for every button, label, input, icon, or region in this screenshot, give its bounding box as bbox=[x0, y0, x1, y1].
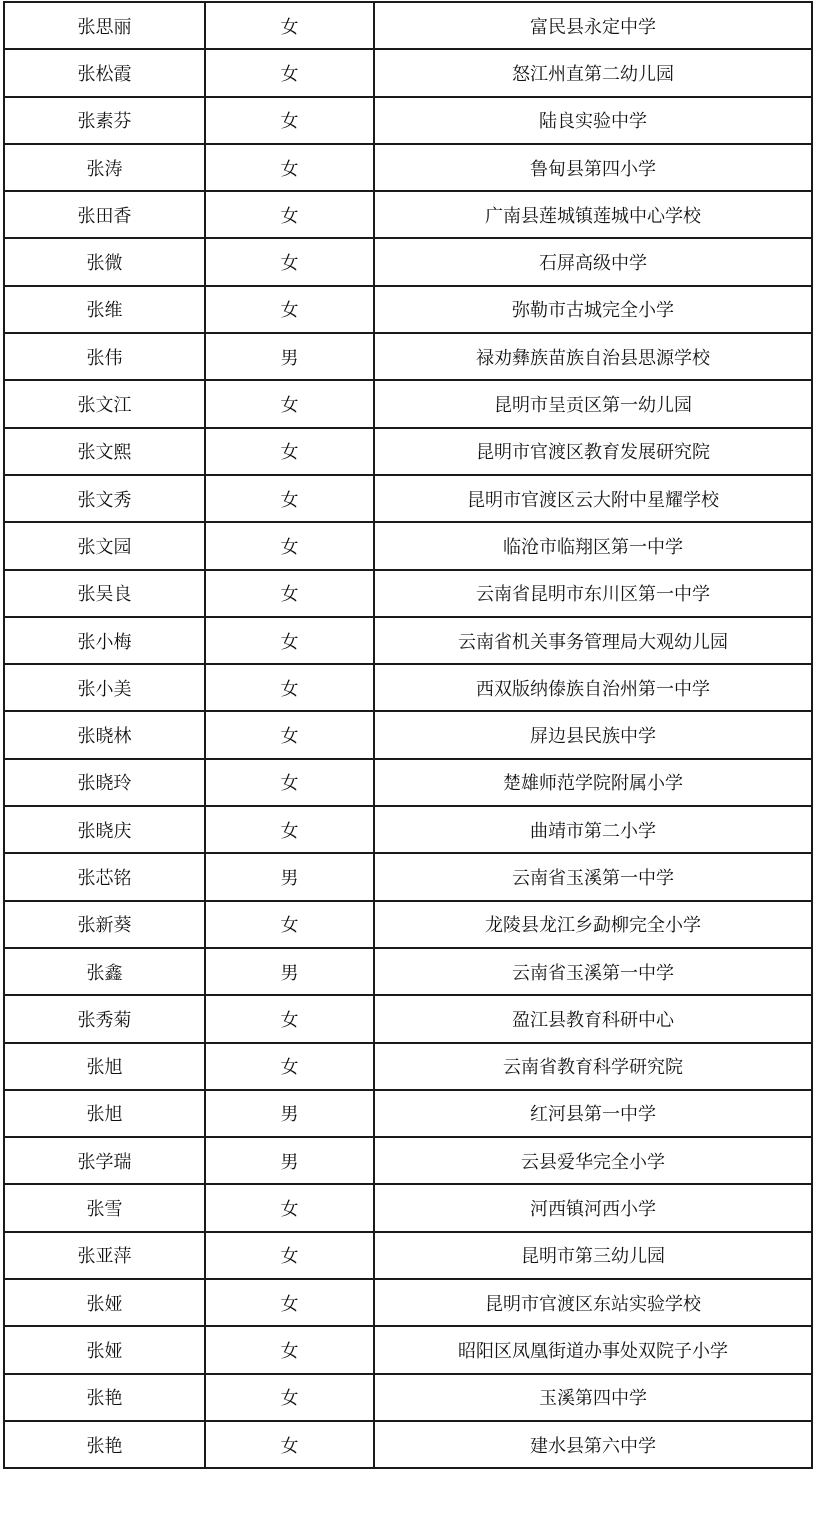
table-row bbox=[4, 806, 812, 853]
unit-cell: 广南县莲城镇莲城中心学校 bbox=[374, 191, 812, 238]
unit-cell: 曲靖市第二小学 bbox=[374, 806, 812, 853]
gender-cell: 女 bbox=[205, 191, 374, 238]
name-cell: 张艳 bbox=[4, 1374, 205, 1421]
name-cell: 张秀菊 bbox=[4, 995, 205, 1042]
table-row bbox=[4, 711, 812, 758]
gender-cell: 男 bbox=[205, 1090, 374, 1137]
table-row bbox=[4, 97, 812, 144]
table-row bbox=[4, 617, 812, 664]
gender-cell: 女 bbox=[205, 144, 374, 191]
table-row bbox=[4, 49, 812, 96]
unit-cell: 玉溪第四中学 bbox=[374, 1374, 812, 1421]
name-cell: 张旭 bbox=[4, 1043, 205, 1090]
gender-cell: 女 bbox=[205, 617, 374, 664]
name-cell: 张文园 bbox=[4, 522, 205, 569]
name-cell: 张维 bbox=[4, 286, 205, 333]
gender-cell: 女 bbox=[205, 806, 374, 853]
gender-cell: 女 bbox=[205, 1279, 374, 1326]
table-row bbox=[4, 1279, 812, 1326]
table-row bbox=[4, 759, 812, 806]
table-row bbox=[4, 428, 812, 475]
table-row bbox=[4, 1184, 812, 1231]
unit-cell: 怒江州直第二幼儿园 bbox=[374, 49, 812, 96]
table-row bbox=[4, 475, 812, 522]
name-cell: 张鑫 bbox=[4, 948, 205, 995]
unit-cell: 富民县永定中学 bbox=[374, 2, 812, 49]
name-cell: 张文秀 bbox=[4, 475, 205, 522]
unit-cell: 禄劝彝族苗族自治县思源学校 bbox=[374, 333, 812, 380]
gender-cell: 女 bbox=[205, 380, 374, 427]
table-row bbox=[4, 570, 812, 617]
gender-cell: 男 bbox=[205, 1137, 374, 1184]
table-row bbox=[4, 144, 812, 191]
gender-cell: 男 bbox=[205, 333, 374, 380]
table-row bbox=[4, 664, 812, 711]
unit-cell: 西双版纳傣族自治州第一中学 bbox=[374, 664, 812, 711]
table-row bbox=[4, 380, 812, 427]
table-row bbox=[4, 1421, 812, 1468]
gender-cell: 女 bbox=[205, 97, 374, 144]
gender-cell: 女 bbox=[205, 428, 374, 475]
table-row bbox=[4, 1374, 812, 1421]
unit-cell: 鲁甸县第四小学 bbox=[374, 144, 812, 191]
gender-cell: 女 bbox=[205, 1421, 374, 1468]
unit-cell: 云县爱华完全小学 bbox=[374, 1137, 812, 1184]
unit-cell: 红河县第一中学 bbox=[374, 1090, 812, 1137]
roster-table bbox=[3, 1, 813, 1469]
name-cell: 张吴良 bbox=[4, 570, 205, 617]
unit-cell: 云南省玉溪第一中学 bbox=[374, 948, 812, 995]
name-cell: 张伟 bbox=[4, 333, 205, 380]
gender-cell: 女 bbox=[205, 522, 374, 569]
unit-cell: 陆良实验中学 bbox=[374, 97, 812, 144]
name-cell: 张娅 bbox=[4, 1326, 205, 1373]
unit-cell: 昆明市官渡区云大附中星耀学校 bbox=[374, 475, 812, 522]
unit-cell: 弥勒市古城完全小学 bbox=[374, 286, 812, 333]
table-row bbox=[4, 1232, 812, 1279]
gender-cell: 女 bbox=[205, 901, 374, 948]
name-cell: 张小美 bbox=[4, 664, 205, 711]
name-cell: 张雪 bbox=[4, 1184, 205, 1231]
unit-cell: 昆明市官渡区东站实验学校 bbox=[374, 1279, 812, 1326]
table-row bbox=[4, 1137, 812, 1184]
table-row bbox=[4, 238, 812, 285]
gender-cell: 女 bbox=[205, 995, 374, 1042]
unit-cell: 河西镇河西小学 bbox=[374, 1184, 812, 1231]
table-row bbox=[4, 995, 812, 1042]
table-row bbox=[4, 1326, 812, 1373]
table-row bbox=[4, 1090, 812, 1137]
table-row bbox=[4, 191, 812, 238]
name-cell: 张思丽 bbox=[4, 2, 205, 49]
gender-cell: 女 bbox=[205, 711, 374, 758]
name-cell: 张涛 bbox=[4, 144, 205, 191]
gender-cell: 女 bbox=[205, 570, 374, 617]
unit-cell: 石屏高级中学 bbox=[374, 238, 812, 285]
gender-cell: 女 bbox=[205, 759, 374, 806]
gender-cell: 女 bbox=[205, 286, 374, 333]
gender-cell: 男 bbox=[205, 853, 374, 900]
table-row bbox=[4, 853, 812, 900]
name-cell: 张田香 bbox=[4, 191, 205, 238]
table-row bbox=[4, 333, 812, 380]
name-cell: 张文江 bbox=[4, 380, 205, 427]
name-cell: 张学瑞 bbox=[4, 1137, 205, 1184]
gender-cell: 女 bbox=[205, 49, 374, 96]
table-row bbox=[4, 901, 812, 948]
gender-cell: 女 bbox=[205, 1326, 374, 1373]
name-cell: 张亚萍 bbox=[4, 1232, 205, 1279]
name-cell: 张小梅 bbox=[4, 617, 205, 664]
unit-cell: 建水县第六中学 bbox=[374, 1421, 812, 1468]
name-cell: 张芯铭 bbox=[4, 853, 205, 900]
name-cell: 张娅 bbox=[4, 1279, 205, 1326]
gender-cell: 女 bbox=[205, 238, 374, 285]
table-row bbox=[4, 286, 812, 333]
gender-cell: 女 bbox=[205, 475, 374, 522]
name-cell: 张艳 bbox=[4, 1421, 205, 1468]
unit-cell: 楚雄师范学院附属小学 bbox=[374, 759, 812, 806]
gender-cell: 女 bbox=[205, 1374, 374, 1421]
name-cell: 张微 bbox=[4, 238, 205, 285]
gender-cell: 女 bbox=[205, 1184, 374, 1231]
gender-cell: 女 bbox=[205, 1232, 374, 1279]
roster-table-body bbox=[4, 2, 812, 1468]
unit-cell: 昭阳区凤凰街道办事处双院子小学 bbox=[374, 1326, 812, 1373]
gender-cell: 女 bbox=[205, 2, 374, 49]
name-cell: 张旭 bbox=[4, 1090, 205, 1137]
gender-cell: 女 bbox=[205, 1043, 374, 1090]
name-cell: 张新葵 bbox=[4, 901, 205, 948]
table-row bbox=[4, 2, 812, 49]
name-cell: 张晓庆 bbox=[4, 806, 205, 853]
table-row bbox=[4, 948, 812, 995]
unit-cell: 盈江县教育科研中心 bbox=[374, 995, 812, 1042]
unit-cell: 云南省机关事务管理局大观幼儿园 bbox=[374, 617, 812, 664]
unit-cell: 临沧市临翔区第一中学 bbox=[374, 522, 812, 569]
gender-cell: 男 bbox=[205, 948, 374, 995]
unit-cell: 昆明市呈贡区第一幼儿园 bbox=[374, 380, 812, 427]
unit-cell: 屏边县民族中学 bbox=[374, 711, 812, 758]
unit-cell: 昆明市官渡区教育发展研究院 bbox=[374, 428, 812, 475]
unit-cell: 云南省教育科学研究院 bbox=[374, 1043, 812, 1090]
unit-cell: 昆明市第三幼儿园 bbox=[374, 1232, 812, 1279]
table-row bbox=[4, 1043, 812, 1090]
unit-cell: 龙陵县龙江乡勐柳完全小学 bbox=[374, 901, 812, 948]
name-cell: 张晓林 bbox=[4, 711, 205, 758]
unit-cell: 云南省昆明市东川区第一中学 bbox=[374, 570, 812, 617]
unit-cell: 云南省玉溪第一中学 bbox=[374, 853, 812, 900]
name-cell: 张文熙 bbox=[4, 428, 205, 475]
name-cell: 张松霞 bbox=[4, 49, 205, 96]
gender-cell: 女 bbox=[205, 664, 374, 711]
name-cell: 张晓玲 bbox=[4, 759, 205, 806]
name-cell: 张素芬 bbox=[4, 97, 205, 144]
table-row bbox=[4, 522, 812, 569]
